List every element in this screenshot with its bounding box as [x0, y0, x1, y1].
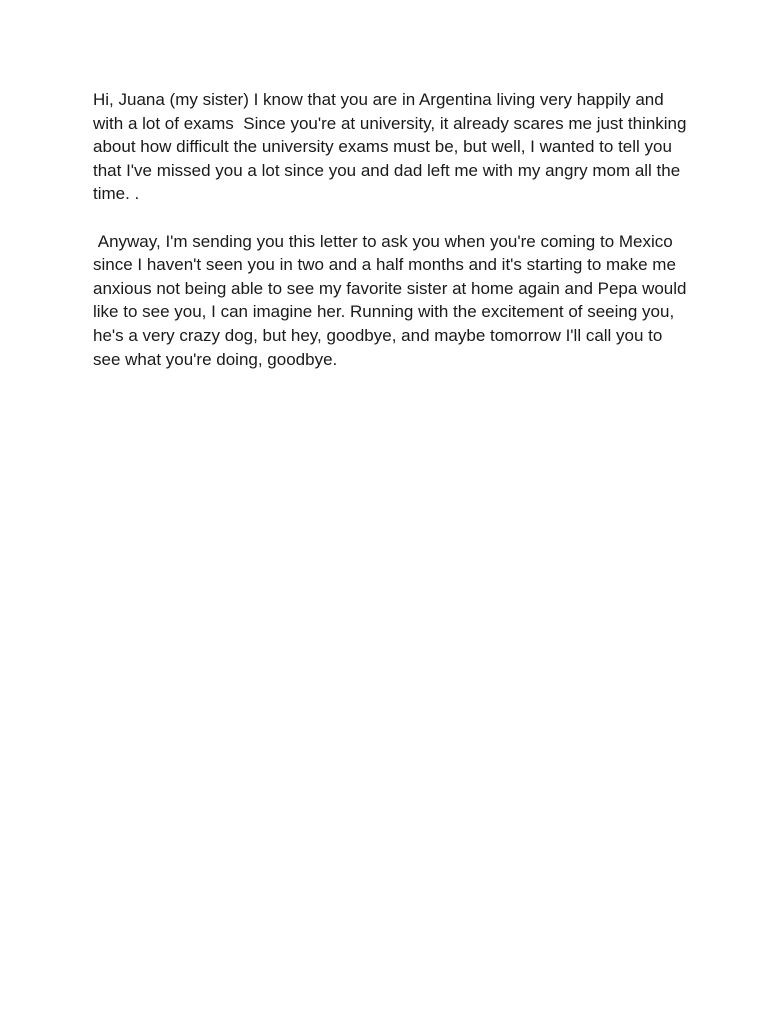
letter-paragraph-2: Anyway, I'm sending you this letter to ask you when you're coming to Mexico since I haven't seen you in two and a half months and it's starting to make me anxious not being able to see my favorite sister at home again and Pepa would like to see you, I can imagine her. Running with the excitement of seeing you, he's a very crazy dog, but hey, goodbye, and maybe tomorrow I'll call you to see what you're doing, goodbye. — [93, 231, 692, 369]
paragraph-spacer — [93, 206, 693, 230]
letter-body — [93, 88, 693, 371]
letter-paragraph-1: Hi, Juana (my sister) I know that you are in Argentina living very happily and with a lot of exams Since you're at university, it already scares me just thinking about how difficult the university exams must be, but well, I wanted to tell you that I've missed you a lot since you and dad left me with my angry mom all the time. . — [93, 90, 692, 204]
